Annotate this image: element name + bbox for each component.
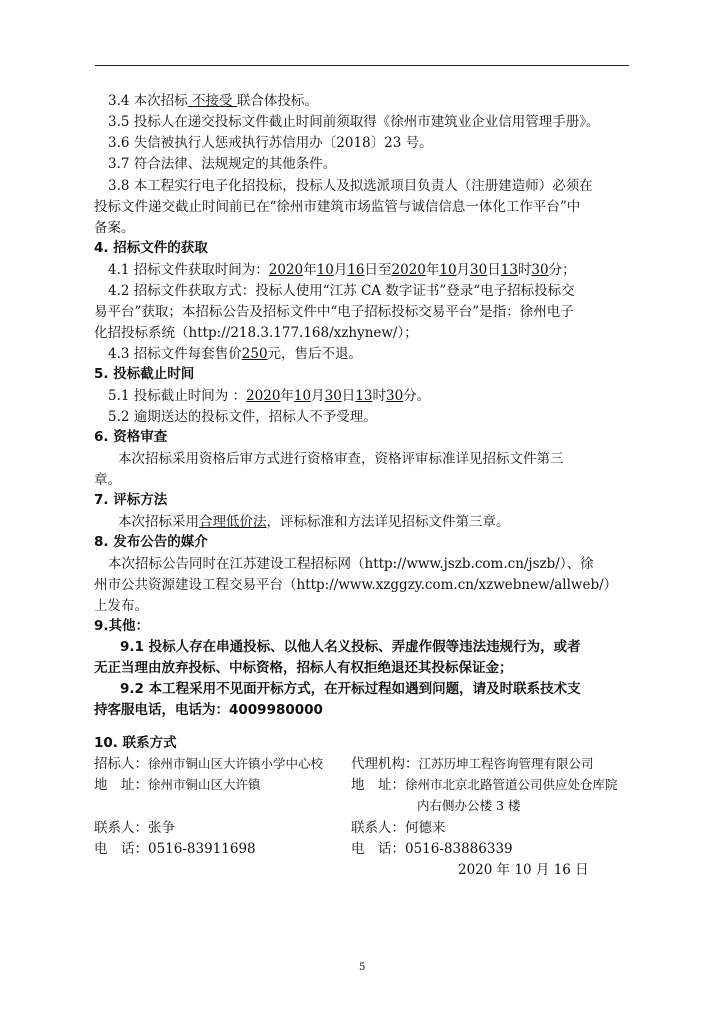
item-3-8-line3: 备案。 bbox=[94, 220, 135, 236]
label: 地 址： bbox=[94, 777, 148, 793]
label: 电 话： bbox=[351, 841, 405, 857]
item-5-1 bbox=[108, 386, 430, 406]
item-9-2-line2: 持客服电话，电话为：4009980000 bbox=[94, 702, 323, 718]
item-4-2-line1: 4.2 招标文件获取方式：投标人使用“江苏 CA 数字证书”登录“电子招标投标交 bbox=[108, 283, 575, 299]
text: 年 bbox=[425, 262, 440, 278]
text: 分； bbox=[548, 262, 576, 278]
agency-phone bbox=[351, 839, 513, 859]
text: 分。 bbox=[403, 388, 431, 404]
item-3-4 bbox=[108, 91, 318, 111]
section-5-title: 5. 投标截止时间 bbox=[94, 366, 195, 382]
minute: 30 bbox=[385, 388, 404, 404]
item-9-1-line1: 9.1 投标人存在串通投标、以他人名义投标、弄虚作假等违法违规行为，或者 bbox=[120, 639, 581, 655]
section-8-title: 8. 发布公告的媒介 bbox=[94, 534, 208, 550]
sec8-line2: 州市公共资源建设工程交易平台（http://www.xzggzy.com.cn/xzwebnew/allweb/） bbox=[94, 577, 618, 593]
minute: 30 bbox=[531, 262, 549, 278]
value: 何德来 bbox=[405, 820, 446, 836]
item-4-3 bbox=[108, 344, 362, 364]
section-9-title: 9.其他： bbox=[94, 618, 150, 634]
text: 时 bbox=[372, 388, 386, 404]
month: 10 bbox=[293, 388, 312, 404]
page-number: 5 bbox=[359, 962, 366, 973]
value: 江苏历坤工程咨询管理有限公司 bbox=[418, 756, 594, 771]
label: 地 址： bbox=[351, 777, 405, 793]
section-10-title: 10. 联系方式 bbox=[94, 735, 177, 751]
year: 2020 bbox=[268, 262, 304, 278]
sec6-line1: 本次招标采用资格后审方式进行资格审查，资格评审标准详见招标文件第三 bbox=[118, 451, 564, 467]
sec8-line3: 上发布。 bbox=[94, 598, 148, 614]
sec6-line2: 章。 bbox=[94, 472, 121, 488]
label: 代理机构： bbox=[351, 756, 419, 772]
underlined-value: 不接受 bbox=[187, 93, 237, 109]
day: 16 bbox=[347, 262, 365, 278]
label: 电 话： bbox=[94, 841, 148, 857]
item-3-5: 3.5 投标人在递交投标文件截止时间前须取得《徐州市建筑业企业信用管理手册》。 bbox=[108, 114, 600, 130]
value: 0516-83886339 bbox=[405, 841, 513, 857]
item-4-2-line2: 易平台”获取；本招标公告及招标文件中“电子招标投标交易平台”是指：徐州电子 bbox=[94, 304, 574, 320]
text: 月 bbox=[333, 262, 348, 278]
text: 日至 bbox=[364, 262, 392, 278]
label: 招标人： bbox=[94, 756, 148, 772]
label: 联系人： bbox=[351, 820, 405, 836]
hour: 13 bbox=[355, 388, 373, 404]
tenderer-address bbox=[94, 775, 261, 795]
text: 3.4 本次招标 bbox=[108, 93, 188, 109]
agency bbox=[351, 754, 594, 774]
year: 2020 bbox=[391, 262, 426, 278]
item-4-2-line3: 化招投标系统（http://218.3.177.168/xzhynew/）； bbox=[94, 325, 418, 341]
text: 月 bbox=[456, 262, 471, 278]
sec8-line1: 本次招标公告同时在江苏建设工程招标网（http://www.jszb.com.cn/jszb/）、徐 bbox=[108, 556, 594, 572]
text: ，评标标准和方法详见招标文件第三章。 bbox=[266, 514, 510, 530]
year: 2020 bbox=[246, 388, 281, 404]
value: 徐州市铜山区大许镇小学中心校 bbox=[148, 756, 324, 771]
section-6-title: 6. 资格审查 bbox=[94, 429, 168, 445]
value: 0516-83911698 bbox=[148, 841, 256, 857]
section-7-title: 7. 评标方法 bbox=[94, 492, 168, 508]
evaluation-method: 合理低价法 bbox=[199, 514, 267, 530]
day: 30 bbox=[470, 262, 488, 278]
text: 元，售后不退。 bbox=[267, 346, 363, 362]
tenderer-phone bbox=[94, 839, 256, 859]
text: 日 bbox=[341, 388, 356, 404]
header-rule bbox=[95, 65, 629, 66]
item-3-6: 3.6 失信被执行人惩戒执行苏信用办〔2018〕23 号。 bbox=[108, 135, 433, 151]
day: 30 bbox=[324, 388, 342, 404]
text: 本次招标采用 bbox=[118, 514, 199, 530]
item-5-2: 5.2 逾期送达的投标文件，招标人不予受理。 bbox=[108, 409, 377, 425]
text: 4.1 招标文件获取时间为： bbox=[108, 262, 269, 278]
item-4-1 bbox=[108, 260, 576, 280]
sec7-line1 bbox=[118, 512, 510, 532]
text: 5.1 投标截止时间为 ： bbox=[108, 388, 247, 404]
value: 徐州市北京北路管道公司供应处仓库院 bbox=[405, 777, 618, 792]
section-4-title: 4. 招标文件的获取 bbox=[94, 240, 208, 256]
agency-contact bbox=[351, 818, 446, 838]
item-3-8-line2: 投标文件递交截止时间前已在“徐州市建筑市场监管与诚信信息一体化工作平台”中 bbox=[94, 199, 581, 215]
value: 徐州市铜山区大许镇 bbox=[148, 777, 261, 792]
value: 张争 bbox=[148, 820, 175, 836]
item-9-2-line1: 9.2 本工程采用不见面开标方式，在开标过程如遇到问题，请及时联系技术支 bbox=[120, 681, 581, 697]
item-3-7: 3.7 符合法律、法规规定的其他条件。 bbox=[108, 156, 337, 172]
item-3-8-line1: 3.8 本工程实行电子化招投标，投标人及拟选派项目负责人（注册建造师）必须在 bbox=[108, 178, 593, 194]
month: 10 bbox=[316, 262, 334, 278]
notice-date: 2020 年 10 月 16 日 bbox=[458, 862, 589, 878]
text: 年 bbox=[303, 262, 317, 278]
text: 时 bbox=[517, 262, 532, 278]
text: 联合体投标。 bbox=[236, 93, 318, 109]
text: 年 bbox=[280, 388, 294, 404]
agency-address-line2: 内右侧办公楼 3 楼 bbox=[417, 798, 521, 813]
label: 联系人： bbox=[94, 820, 148, 836]
hour: 13 bbox=[500, 262, 518, 278]
item-9-1-line2: 无正当理由放弃投标、中标资格，招标人有权拒绝退还其投标保证金； bbox=[94, 660, 513, 676]
text: 月 bbox=[311, 388, 325, 404]
text: 4.3 招标文件每套售价 bbox=[108, 346, 242, 362]
tenderer-contact bbox=[94, 818, 175, 838]
month: 10 bbox=[439, 262, 457, 278]
text: 日 bbox=[487, 262, 501, 278]
tenderer bbox=[94, 754, 323, 774]
price: 250 bbox=[241, 346, 268, 362]
agency-address bbox=[351, 775, 618, 795]
